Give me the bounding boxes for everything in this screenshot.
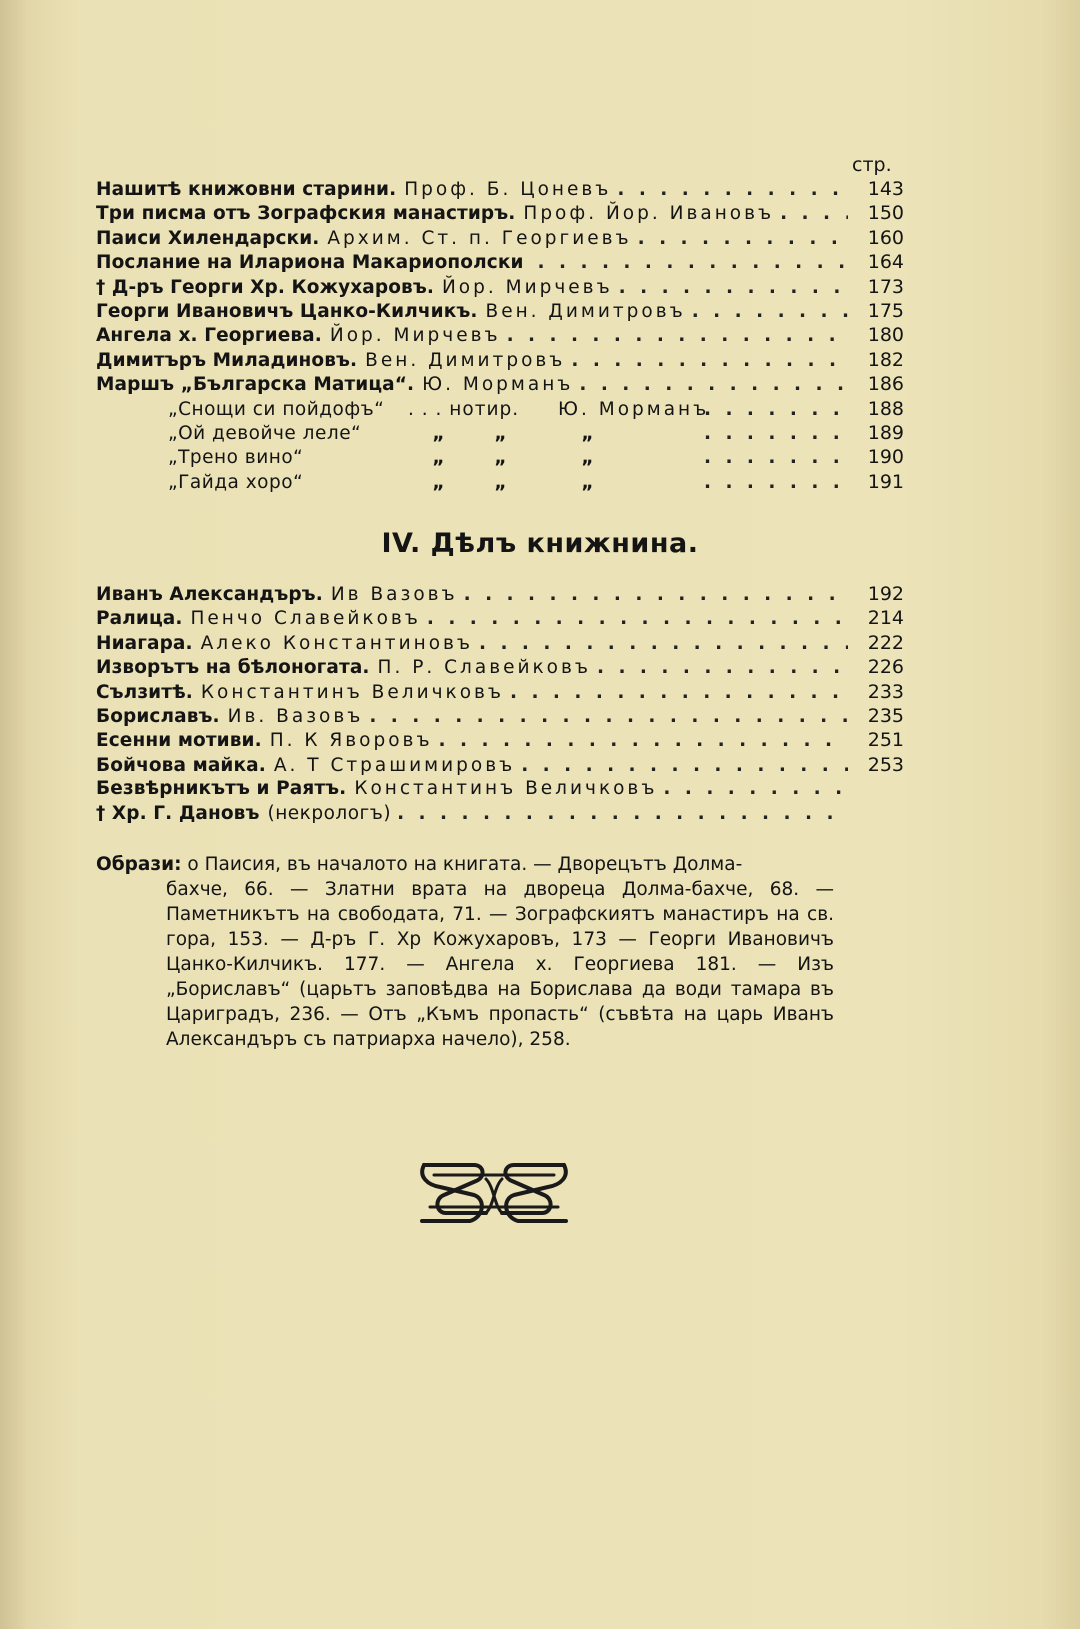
- toc-author: Вен. Димитровъ: [485, 300, 686, 322]
- toc-author: (некрологъ): [267, 802, 392, 824]
- toc-author: Вен. Димитровъ: [365, 349, 566, 371]
- leader-dots: [704, 398, 848, 422]
- toc-author: Ив. Вазовъ: [227, 705, 364, 727]
- toc-page-number: 191: [867, 470, 904, 493]
- toc-title: Маршъ „Българска Матица“.: [96, 374, 415, 396]
- leader-dots: [704, 471, 848, 495]
- toc-title: Есенни мотиви.: [96, 730, 262, 752]
- toc-author: Йор. Мирчевъ: [441, 276, 613, 298]
- ditto-mark: „: [581, 422, 597, 444]
- song-title: „Ой девойче леле“: [168, 422, 362, 444]
- toc-title: Георги Ивановичъ Цанко-Килчикъ.: [96, 300, 478, 322]
- song-title: „Гайда хоро“: [168, 471, 304, 493]
- leader-dots: [510, 681, 848, 705]
- toc-author: Архим. Ст. п. Георгиевъ: [327, 227, 632, 249]
- images-list-first-text: о Паисия, въ началото на книгата. — Дворецътъ Долма-: [187, 854, 743, 875]
- toc-row: [96, 631, 904, 655]
- toc-page-number: 180: [867, 324, 904, 347]
- ditto-marks: „ „: [432, 471, 508, 493]
- images-list-continuation: бахче, 66. — Златни врата на двореца Долма-бахче, 68. — Паметникътъ на свободата, 71. — Зографскиятъ манастиръ на св. гора, 153. — Д-ръ Г. Хр Кожухаровъ, 173 — Георги Ивановичъ Цанко-Килчикъ. 177. — Ангела х. Георгиева 181. — Изъ „Бориславъ“ (царьтъ заповѣдва на Борислава да води тамара въ Цариградъ, 236. — Отъ „Къмъ пропасть“ (съвѣта на царь Иванъ Александъръ съ патриарха начело), 258.: [166, 879, 834, 1050]
- toc-row: [96, 226, 904, 250]
- toc-author: Проф. Б. Цоневъ: [404, 179, 612, 200]
- toc-row: [96, 299, 904, 323]
- toc-row: [96, 275, 904, 299]
- song-row: [96, 445, 904, 469]
- toc-title: Бойчова майка.: [96, 754, 266, 776]
- toc-title: Безвѣрникътъ и Раятъ.: [96, 778, 347, 800]
- toc-author: Проф. Йор. Ивановъ: [523, 203, 775, 225]
- toc-row: [96, 177, 904, 201]
- page-column-label: стр.: [852, 154, 892, 176]
- leader-dots: [692, 300, 848, 324]
- toc-title: Димитъръ Миладиновъ.: [96, 349, 358, 371]
- song-credit: . . . нотир.: [408, 398, 520, 420]
- toc-title: Иванъ Александъръ.: [96, 584, 323, 605]
- toc-author: Константинъ Величковъ: [200, 681, 504, 703]
- toc-page-number: 143: [867, 178, 904, 200]
- leader-dots: [780, 202, 848, 226]
- images-list-lead: Образи:: [96, 854, 182, 875]
- song-row: [96, 470, 904, 494]
- toc-page-number: 173: [867, 275, 904, 298]
- leader-dots: [479, 632, 848, 656]
- section-heading: IV. Дѣлъ книжнина.: [381, 528, 699, 559]
- toc-page-number: 190: [867, 446, 904, 469]
- toc-row: [96, 582, 904, 606]
- toc-title: † Д-ръ Георги Хр. Кожухаровъ.: [96, 276, 434, 298]
- leader-dots: [579, 373, 848, 397]
- leader-dots: [597, 656, 848, 680]
- toc-row: [96, 606, 904, 630]
- toc-row: [96, 323, 904, 347]
- song-title: „Снощи си пойдофъ“: [168, 398, 385, 420]
- toc-row: [96, 250, 904, 274]
- toc-page-number: 175: [867, 299, 904, 322]
- leader-dots: [439, 729, 848, 753]
- leader-dots: [507, 324, 848, 348]
- toc-row: [96, 802, 904, 826]
- leader-dots: [638, 227, 848, 251]
- toc-page-number: 222: [867, 631, 904, 654]
- toc-title: Бориславъ.: [96, 705, 220, 727]
- images-list-first-line: [96, 852, 834, 877]
- toc-page-number: 253: [867, 753, 904, 776]
- leader-dots: [704, 446, 848, 470]
- toc-title: Ангела х. Георгиева.: [96, 325, 322, 347]
- toc-title: Ралица.: [96, 608, 183, 630]
- toc-row: [96, 655, 904, 679]
- toc-page-number: 164: [867, 251, 904, 274]
- toc-page-number: 251: [867, 729, 904, 752]
- toc-title: Три писма отъ Зографския манастиръ.: [96, 203, 516, 225]
- toc-page-number: 160: [867, 226, 904, 249]
- toc-author: А. Т Страшимировъ: [273, 754, 516, 776]
- toc-page-number: 214: [867, 607, 904, 630]
- leader-dots: [369, 705, 848, 729]
- leader-dots: [397, 802, 848, 826]
- toc-page-number: 186: [867, 373, 904, 396]
- leader-dots: [619, 276, 848, 300]
- toc-title: Нашитѣ книжовни старини.: [96, 179, 397, 200]
- toc-title: Послание на Илариона Макариополски: [96, 252, 524, 274]
- toc-page-number: 192: [867, 583, 904, 605]
- leader-dots: [427, 607, 848, 631]
- leader-dots: [521, 754, 848, 778]
- toc-author: Ю. Морманъ: [422, 374, 574, 396]
- song-author: Ю. Морманъ: [558, 398, 710, 420]
- leader-dots: [464, 583, 848, 607]
- toc-author: Константинъ Величковъ: [354, 778, 658, 800]
- toc-title: Ниагара.: [96, 632, 193, 654]
- leader-dots: [538, 251, 848, 275]
- leader-dots: [571, 349, 848, 373]
- toc-page-number: 189: [867, 421, 904, 444]
- leader-dots: [704, 422, 848, 446]
- toc-row: [96, 372, 904, 396]
- toc-row: [96, 348, 904, 372]
- images-list: [96, 852, 834, 1052]
- toc-row: [96, 753, 904, 777]
- ditto-marks: „ „: [432, 447, 508, 469]
- song-title: „Трено вино“: [168, 447, 304, 469]
- song-row: [96, 397, 904, 421]
- toc-row: [96, 777, 904, 801]
- toc-row: [96, 201, 904, 225]
- toc-title: Изворътъ на бѣлоногата.: [96, 657, 370, 679]
- toc-section-4: [96, 582, 904, 826]
- toc-author: П. Р. Славейковъ: [377, 657, 591, 679]
- toc-author: Ив Вазовъ: [330, 584, 458, 605]
- toc-row: [96, 680, 904, 704]
- toc-author: П. К Яворовъ: [269, 730, 433, 752]
- toc-author: Йор. Мирчевъ: [329, 325, 501, 347]
- toc-author: Пенчо Славейковъ: [190, 608, 421, 630]
- ditto-marks: „ „: [432, 422, 508, 444]
- toc-title: Сълзитѣ.: [96, 681, 193, 703]
- toc-page-number: 188: [867, 397, 904, 420]
- toc-title: Паиси Хилендарски.: [96, 227, 320, 249]
- toc-author: Алеко Константиновъ: [200, 632, 473, 654]
- ditto-mark: „: [581, 447, 597, 469]
- interlaced-knot-ornament-icon: [414, 1157, 574, 1229]
- toc-page-number: 226: [867, 656, 904, 679]
- toc-page-number: 150: [867, 202, 904, 225]
- toc-page-number: 235: [867, 704, 904, 727]
- toc-row: [96, 704, 904, 728]
- leader-dots: [663, 777, 848, 801]
- toc-page-number: 182: [867, 348, 904, 371]
- ditto-mark: „: [581, 471, 597, 493]
- toc-section-3: [96, 177, 904, 494]
- leader-dots: [617, 178, 848, 202]
- toc-row: [96, 728, 904, 752]
- toc-page-number: 233: [867, 680, 904, 703]
- song-row: [96, 421, 904, 445]
- toc-title: † Хр. Г. Дановъ: [96, 802, 260, 824]
